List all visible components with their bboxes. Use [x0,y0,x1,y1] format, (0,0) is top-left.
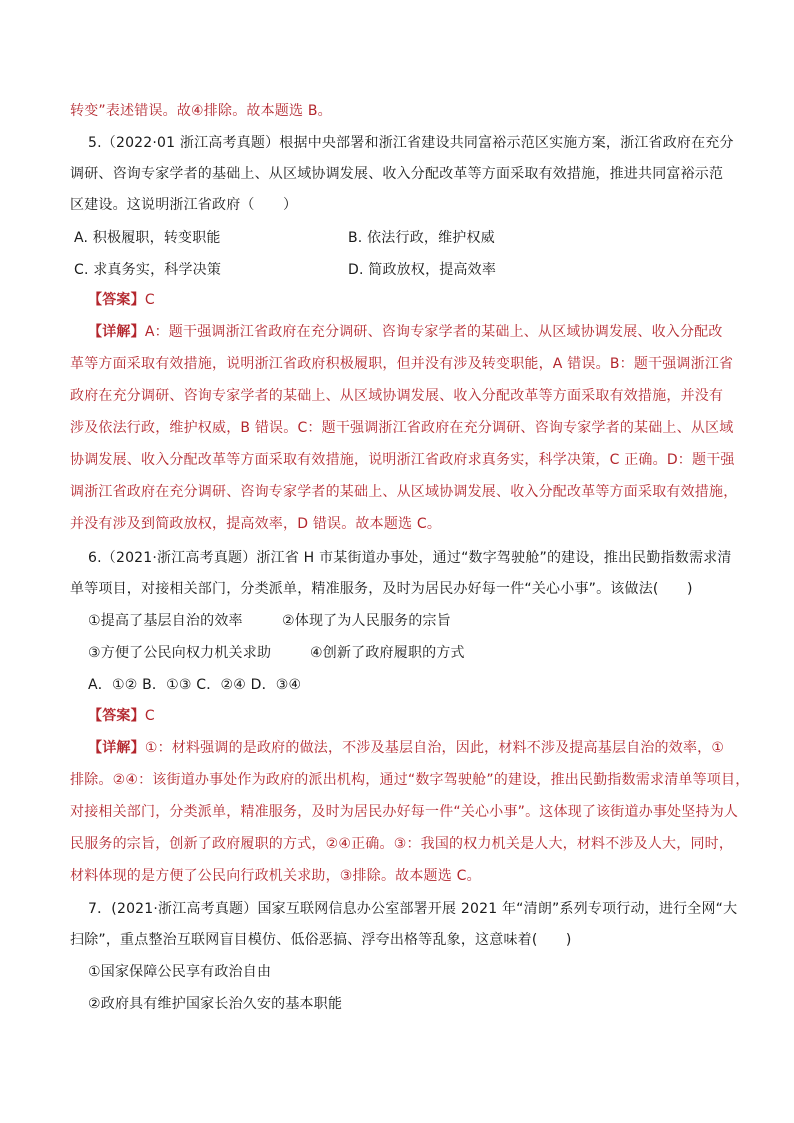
q6-answer-value: C [144,708,155,724]
q5-detail-line-6: 调浙江省政府在充分调研、咨询专家学者的某础上、从区域协调发展、收入分配改革等方面采取有效措施， [70,484,738,500]
q7-item-2: ②政府具有维护国家长治久安的基本职能 [88,996,343,1012]
q6-detail-line-2: 排除。②④：该街道办事处作为政府的派出机构，通过“数字驾驶舱”的建设，推出民勤指数需求清单等项目， [70,772,750,788]
q5-option-d: D. 简政放权，提高效率 [348,262,497,278]
q5-answer [88,290,155,310]
q5-option-a: A. 积极履职，转变职能 [74,230,221,246]
q5-option-c: C. 求真务实，科学决策 [74,262,222,278]
q6-answer-label: 【答案】 [88,708,145,724]
q5-stem-line-1: 5.（2022·01 浙江高考真题）根据中央部署和浙江省建设共同富裕示范区实施方案，浙江省政府在充分 [88,135,734,151]
q6-stem-line-1: 6.（2021·浙江高考真题）浙江省 H 市某街道办事处，通过“数字驾驶舱”的建设，推出民勤指数需求清 [88,550,732,566]
q5-detail-text-1: A：题干强调浙江省政府在充分调研、咨询专家学者的某础上、从区域协调发展、收入分配改 [144,324,723,340]
q7-stem-line-1: 7．(2021·浙江高考真题）国家互联网信息办公室部署开展 2021 年“清朗”系列专项行动，进行全网“大 [88,901,738,917]
q6-stem-line-2: 单等项目，对接相关部门，分类派单，精准服务，及时为居民办好每一件“关心小事”。该做法( ) [70,581,693,597]
q6-item-2: ②体现了为人民服务的宗旨 [282,613,451,629]
q5-detail-label: 【详解】 [88,324,145,340]
q7-stem-line-2: 扫除”，重点整治互联网盲目模仿、低俗恶搞、浮夸出格等乱象，这意味着( ) [70,932,572,948]
q6-answer [88,706,155,726]
q6-detail-line-1 [88,738,724,758]
q7-item-1: ①国家保障公民享有政治自由 [88,964,272,980]
q5-stem-line-3: 区建设。这说明浙江省政府（ ） [70,197,298,213]
q6-item-4: ④创新了政府履职的方式 [310,645,465,661]
q5-detail-line-5: 协调发展、收入分配改革等方面采取有效措施，说明浙江省政府求真务实，科学决策，C 正确。D：题干强 [70,452,735,468]
q6-options: A．①② B．①③ C．②④ D．③④ [88,677,302,693]
q5-option-b: B. 依法行政，维护权威 [348,230,495,246]
prev-answer-tail: 转变”表述错误。故④排除。故本题选 B。 [70,103,332,119]
q6-detail-label: 【详解】 [88,740,145,756]
q5-detail-line-3: 政府在充分调研、咨询专家学者的某础上、从区域协调发展、收入分配改革等方面采取有效措施，并没有 [70,388,724,404]
q6-detail-line-5: 材料体现的是方便了公民向行政机关求助，③排除。故本题选 C。 [70,868,481,884]
q6-item-3: ③方便了公民向权力机关求助 [88,645,272,661]
q5-detail-line-1 [88,322,723,342]
q5-detail-line-7: 并没有涉及到简政放权，提高效率，D 错误。故本题选 C。 [70,516,442,532]
q6-detail-line-4: 民服务的宗旨，创新了政府履职的方式，②④正确。③：我国的权力机关是人大，材料不涉及人大，同时， [70,836,734,852]
q5-answer-value: C [144,292,155,308]
q6-item-1: ①提高了基层自治的效率 [88,613,243,629]
q6-detail-line-3: 对接相关部门，分类派单，精准服务，及时为居民办好每一件“关心小事”。这体现了该街道办事处坚持为人 [70,804,739,820]
q5-stem-line-2: 调研、咨询专家学者的基础上、从区域协调发展、收入分配改革等方面采取有效措施，推进共同富裕示范 [70,166,724,182]
q5-detail-line-4: 涉及依法行政，维护权威，B 错误。C：题干强调浙江省政府在充分调研、咨询专家学者的某础上、从区域 [70,420,734,436]
q6-detail-text-1: ①：材料强调的是政府的做法，不涉及基层自治，因此，材料不涉及提高基层自治的效率，① [144,740,725,756]
q5-detail-line-2: 革等方面采取有效措施，说明浙江省政府积极履职，但并没有涉及转变职能，A 错误。B：题干强调浙江省 [70,356,734,372]
q5-answer-label: 【答案】 [88,292,145,308]
